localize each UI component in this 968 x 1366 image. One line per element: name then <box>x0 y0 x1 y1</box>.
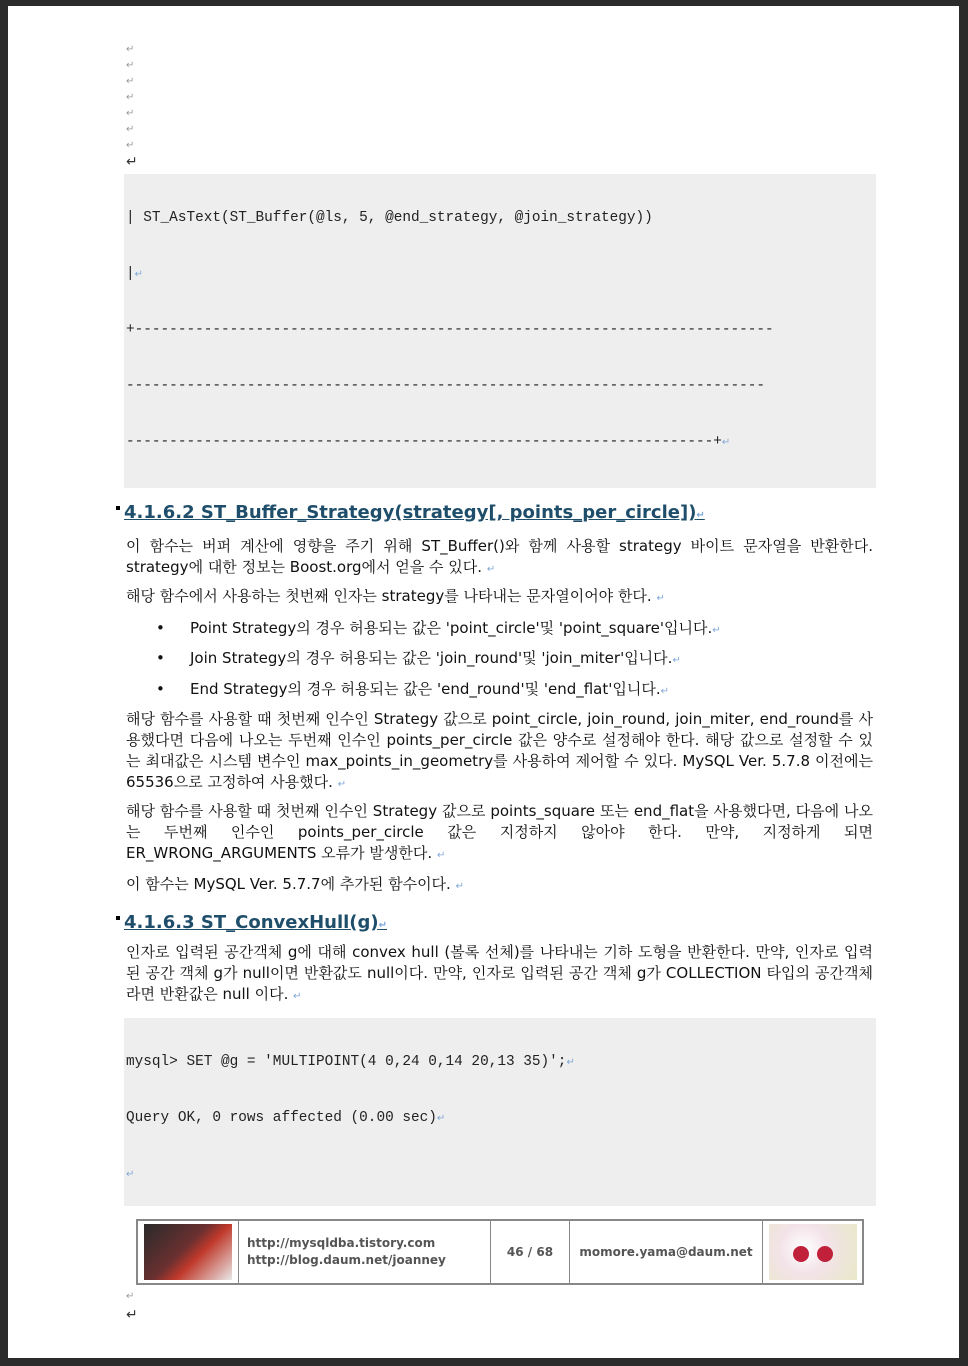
page-number: 46 / 68 <box>491 1221 570 1283</box>
code-line: +-------------------------------------------------------------------------- <box>126 322 774 338</box>
section-heading-st-buffer-strategy: 4.1.6.2 ST_Buffer_Strategy(strategy[, points_per_circle])↵ <box>124 502 705 523</box>
paragraph-marks-bottom: ↵ ↵ <box>126 1291 138 1323</box>
document-page <box>8 6 959 1358</box>
footer-url-1[interactable]: http://mysqldba.tistory.com <box>247 1236 436 1250</box>
footer-avatar-left <box>138 1221 239 1283</box>
footer-avatar-right <box>763 1221 862 1283</box>
paragraph: 해당 함수에서 사용하는 첫번째 인자는 strategy를 나타내는 문자열이어야 한다. ↵ <box>126 587 665 605</box>
paragraph: 해당 함수를 사용할 때 첫번째 인수인 Strategy 값으로 point_circle, join_round, join_miter, end_round를 사용했다면 다음에 나오는 두번째 인수인 points_per_circle 값은 양수로 설정해야 한다. 해당 값으로 설정할 수 있는 최대값은 시스템 변수인 max_points_in_geometry를 사용하여 제어할 수 있다. MySQL Ver. 5.7.8 이전에는 65536으로 고정하여 사용했다. ↵ <box>126 710 873 791</box>
code-line: ↵ <box>126 1169 135 1180</box>
list-item: • Point Strategy의 경우 허용되는 값은 'point_circle'및 'point_square'입니다.↵ <box>156 619 721 637</box>
paragraph: 이 함수는 버퍼 계산에 영향을 주기 위해 ST_Buffer()와 함께 사용할 strategy 바이트 문자열을 반환한다. strategy에 대한 정보는 Boost.org에서 얻을 수 있다. ↵ <box>126 537 873 576</box>
footer-urls <box>239 1221 491 1283</box>
avatar <box>769 1224 857 1280</box>
code-line <box>124 486 876 488</box>
eye-icon <box>817 1246 833 1262</box>
list-item: • End Strategy의 경우 허용되는 값은 'end_round'및 'end_flat'입니다.↵ <box>156 680 669 698</box>
code-line: mysql> SET @g = 'MULTIPOINT(4 0,24 0,14 20,13 35)';↵ <box>126 1054 575 1070</box>
code-line: -------------------------------------------------------------------------- <box>126 378 766 394</box>
code-line: | ST_AsText(ST_Buffer(@ls, 5, @end_strategy, @join_strategy)) <box>126 210 653 226</box>
paragraph: 이 함수는 MySQL Ver. 5.7.7에 추가된 함수이다. ↵ <box>126 875 464 893</box>
page-footer <box>136 1219 864 1285</box>
paragraph-marks-top: ↵ ↵ ↵ ↵ ↵ ↵ ↵ ↵ <box>126 44 138 170</box>
code-line: Query OK, 0 rows affected (0.00 sec)↵ <box>126 1110 446 1126</box>
avatar <box>144 1224 232 1280</box>
code-block-buffer-result <box>124 174 876 488</box>
code-block-convexhull <box>124 1018 876 1206</box>
section-heading-st-convexhull: 4.1.6.3 ST_ConvexHull(g)↵ <box>124 912 388 933</box>
code-line: --------------------------------------------------------------------+↵ <box>126 434 731 450</box>
footer-url-2[interactable]: http://blog.daum.net/joanney <box>247 1253 446 1267</box>
list-item: • Join Strategy의 경우 허용되는 값은 'join_round'및 'join_miter'입니다.↵ <box>156 649 681 667</box>
eye-icon <box>793 1246 809 1262</box>
paragraph: 해당 함수를 사용할 때 첫번째 인수인 Strategy 값으로 points_square 또는 end_flat을 사용했다면, 다음에 나오는 두번째 인수인 points_per_circle 값은 지정하지 않아야 한다. 만약, 지정하게 되면 ER_WRONG_ARGUMENTS 오류가 발생한다. ↵ <box>126 802 873 862</box>
code-line: |↵ <box>126 266 144 282</box>
paragraph: 인자로 입력된 공간객체 g에 대해 convex hull (볼록 선체)를 나타내는 기하 도형을 반환한다. 만약, 인자로 입력된 공간 객체 g가 null이면 반환값도 null이다. 만약, 인자로 입력된 공간 객체 g가 COLLECTION 타입의 공간객체 라면 반환값은 null 이다. ↵ <box>126 943 873 1003</box>
footer-email[interactable]: momore.yama@daum.net <box>570 1221 763 1283</box>
